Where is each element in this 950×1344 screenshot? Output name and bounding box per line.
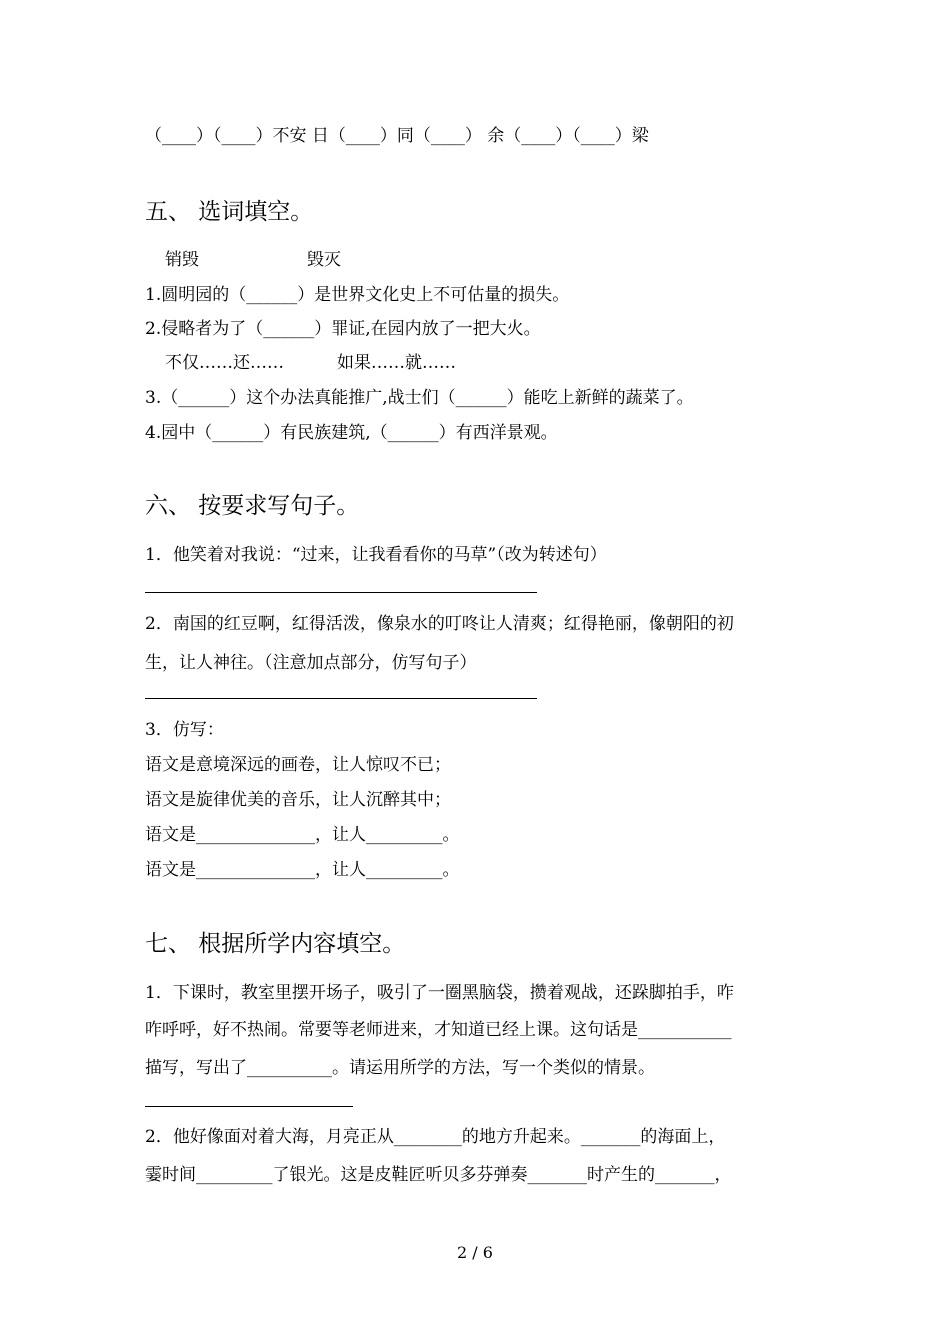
q2-text: 朝阳的初 [665,614,734,634]
section-7-title: 七、 根据所学内容填空。 [145,931,406,957]
question-7-1: 1．下课时，教室里摆开场子，吸引了一圈黑脑袋，攒着观战，还跺脚拍手，咋 [145,983,734,1003]
word-option: 销毁 [165,250,199,270]
q2-text: 艳丽， [597,614,649,634]
question-5-1: 1.圆明园的（______）是世界文化史上不可估量的损失。 [145,285,570,305]
q2-text: 2．南国的红豆啊， [145,614,292,634]
answer-line [145,698,537,699]
dotted-char: 像 [648,614,666,634]
q2-text: 活泼，像泉水的叮咚让人清爽； [325,614,564,634]
word-option: 毁灭 [307,250,341,270]
question-6-3-label: 3．仿写： [145,720,224,740]
question-6-2 [145,609,734,634]
word-option: 不仅……还…… [165,353,284,373]
question-6-1: 1．他笑着对我说：“过来，让我看看你的马草”（改为转述句） [145,545,607,565]
question-5-2: 2.侵略者为了（______）罪证,在园内放了一把大火。 [145,319,541,339]
dotted-char: 红 [291,614,309,634]
dotted-char: 得 [580,614,598,634]
example-line: 语文是意境深远的画卷，让人惊叹不已； [145,755,451,775]
question-6-2-cont: 生，让人神往。（注意加点部分，仿写句子） [145,653,477,673]
question-7-2: 2．他好像面对着大海，月亮正从________的地方升起来。_______的海面上， [145,1127,726,1147]
question-7-1-cont: 描写，写出了__________。请运用所学的方法，写一个类似的情景。 [145,1058,655,1078]
question-7-1-cont: 咋呼呼，好不热闹。常要等老师进来，才知道已经上课。这句话是___________ [145,1020,732,1040]
blank-line: 语文是______________，让人_________。 [145,825,460,845]
answer-line [145,1106,353,1107]
answer-line [145,592,537,593]
dotted-char: 得 [308,614,326,634]
question-7-2-cont: 霎时间_________了银光。这是皮鞋匠听贝多芬弹奏_______时产生的_______， [145,1165,732,1185]
top-fill-line: （____）（____）不安 日（____）同（____） 余（____）（____）梁 [145,126,649,146]
question-5-3: 3.（______）这个办法真能推广,战士们（______）能吃上新鲜的蔬菜了。 [145,388,694,408]
example-line: 语文是旋律优美的音乐，让人沉醉其中； [145,790,451,810]
blank-line: 语文是______________，让人_________。 [145,860,460,880]
question-5-4: 4.园中（______）有民族建筑,（______）有西洋景观。 [145,423,558,443]
word-option: 如果……就…… [337,353,456,373]
section-6-title: 六、 按要求写句子。 [145,493,360,519]
section-5-title: 五、 选词填空。 [145,199,314,225]
dotted-char: 红 [563,614,581,634]
page-number: 2 / 6 [457,1243,493,1262]
